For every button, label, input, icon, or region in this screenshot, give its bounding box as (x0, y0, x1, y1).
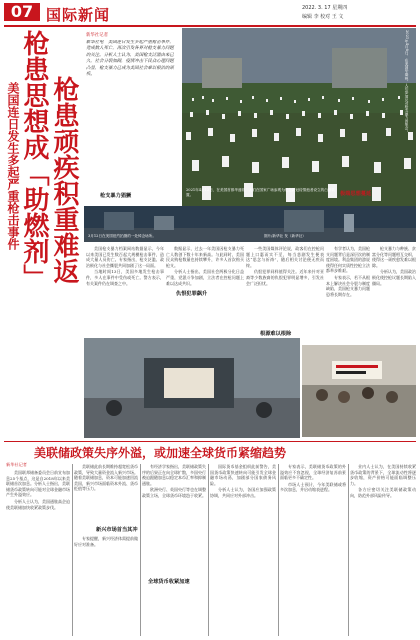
top-col3-p2: 仇恨犯罪同样值得关注。近年来针对亚裔等少数族裔的仇恨犯罪明显增多，引发社会广泛担忧。 (246, 269, 324, 286)
protest-illustration (302, 345, 416, 437)
col-sep-5 (348, 464, 349, 636)
inset-photo (302, 345, 416, 437)
top-column-1 (86, 246, 164, 336)
top-subhead-3: 根源难以根除 (260, 331, 292, 337)
bottom-col2-p2: 专家提醒，新兴经济体需提前做好应对准备。 (74, 536, 138, 547)
top-subhead-2: 仇恨犯罪飙升 (176, 291, 208, 297)
bottom-headline: 美联储政策失序外溢，或加速全球货币紧缩趋势 (34, 446, 287, 460)
top-column-3 (246, 246, 324, 336)
top-column-4 (326, 246, 370, 336)
photo-caption-left: 3月12日在美国纽约拍摄的一处悼念场所。 (88, 234, 156, 238)
bottom-col1-p2: 分析人士认为，美国通胀高企迫使美联储加快收紧政策步伐。 (6, 498, 70, 510)
section-title: 国际新闻 (46, 6, 111, 24)
bottom-column-3 (142, 464, 206, 574)
top-subhead-1: 枪支暴力猖獗 (100, 193, 132, 199)
bottom-column-2b (74, 536, 138, 636)
main-photo (182, 28, 416, 206)
page-number: 07 (4, 3, 40, 21)
col-sep-3 (208, 464, 209, 636)
top-headline: 枪患顽疾积重难返 (49, 76, 79, 284)
top-col5-p2: 分析认为，美国政治极化使控枪议题长期陷入僵局。 (372, 269, 416, 286)
bottom-rule (4, 441, 416, 442)
header-rule (4, 25, 416, 27)
col-sep-1 (72, 464, 73, 636)
photo-bottom-band (84, 206, 416, 242)
bottom-col6-p1: 业内人士认为，在美国持续收紧货币政策的背景下，全球流动性将逐步收缩，资产价格可能面临调整压力。 (350, 464, 416, 486)
bottom-subhead-1: 新兴市场首当其冲 (96, 527, 138, 533)
photo-caption-right: 图片/新华社 发（新华社） (264, 234, 306, 238)
top-col1-p1: 美国枪支暴力档案网站数据显示，今年以来美国已发生数百起大规模枪击事件，造成大量人员伤亡。专家指出，枪支泛滥、政治极化与社会撕裂共同加剧了这一局面。 (86, 246, 164, 268)
bottom-col4-p1: 国际货币基金组织此前警告，美国货币政策快速转向可能引发全球金融市场动荡，加剧部分国家债务风险。 (210, 464, 276, 486)
top-col4-p2: 专家表示，若不从根本上解决社会分裂与制度缺陷，美国枪支暴力问题恐将长期存在。 (326, 274, 370, 297)
bottom-column-6 (350, 464, 416, 636)
col-sep-4 (278, 464, 279, 636)
top-column-5 (372, 246, 416, 336)
top-subtitle: 美国连日发生多起严重枪击事件 (6, 82, 20, 250)
photo-caption-main: 2021年4月12日，在美国首都华盛顿，人们在国家广场参观为纪念新冠疫情逝者设立的白旗装置。 (186, 188, 335, 197)
bottom-col5-p2: 市场人士预计，今年美联储或将多次加息，并启动缩表进程。 (280, 481, 346, 493)
bottom-byline: 新华社记者 (6, 462, 27, 467)
bottom-col1-p1: 美国联邦储备委员会日前宣布加息25个基点，这是自2018年以来美联储首次加息。分析人士指出，美联储货币政策转向可能对全球金融市场产生外溢效应。 (6, 470, 70, 498)
inset-caption: 2021年4月8日，在美国华盛顿，人们参加反对枪支暴力的集会。 (405, 30, 409, 134)
top-col4-p1: 有学者认为，美国枪支问题背后是深层次的制度困境。利益集团的游说使得任何实质性控枪立法都举步维艰。 (326, 246, 370, 274)
bottom-column-5 (280, 464, 346, 636)
bottom-col3-p1: 有经济学家指出，美联储政策失序的后果正在向全球扩散，多国央行被迫跟随加息以稳定本币汇率和抑制通胀。 (142, 464, 206, 486)
top-byline: 新华社记者 (86, 33, 108, 38)
top-col2-p1: 数据显示，过去一年美国因枪支暴力死亡人数创下数十年来新高。与此同时，美国民众购枪数量也持续攀升，许多人首次购买枪支。 (166, 246, 244, 268)
header-date: 2022. 3. 17 星期四 (302, 5, 348, 11)
bottom-col2-p1: 美联储此前长期维持超宽松货币政策，导致大量资金流入新兴市场。随着美联储加息，资本可能加速回流美国，新兴市场面临资本外流、货币贬值等压力。 (74, 464, 138, 492)
col-sep-2 (140, 464, 141, 636)
top-col5-p1: 枪支暴力与种族、贫富分化等问题相互交织，使得这一顽疾愈发难以根除。 (372, 246, 416, 268)
flag-field-illustration (182, 28, 416, 206)
header-editor: 编辑 李 校对 王 文 (302, 14, 344, 20)
bottom-column-1 (6, 470, 70, 636)
bottom-col6-p2: 各方应密切关注美联储政策动向，防范外部风险传导。 (350, 487, 416, 498)
top-headline-quote: 枪患思想成「助燃剂」 (19, 30, 49, 290)
memorial-illustration (84, 338, 300, 438)
bottom-col4-p2: 分析人士认为，各国应加强政策协调，共同应对外部冲击。 (210, 487, 276, 498)
photo-second (84, 338, 300, 438)
top-col1-p2: 当地时间13日，美国多地发生枪击事件，多人在事件中受伤或死亡。警方表示，有关案件仍在调查之中。 (86, 269, 164, 286)
page-header (0, 0, 420, 24)
top-side-subhead: 极端思想蔓延 (340, 191, 372, 197)
top-intro: 新华社电 美国连日发生多起严重枪击事件，造成数人死亡，再次引发各界对枪支暴力问题的关注。分析人士认为，美国枪支泛滥由来已久，社会分裂加剧，疫情冲击下民众心理问题凸显，枪支暴力已成为美国社会难以根治的顽疾。 (86, 40, 174, 78)
bottom-col5-p1: 专家表示，美联储货币政策的外溢效应不容忽视，全球经济复苏前景面临更多不确定性。 (280, 464, 346, 481)
bottom-column-2 (74, 464, 138, 524)
bottom-col3-p2: 欧洲央行、英国央行等也在调整政策立场，全球货币环境趋于收紧。 (142, 487, 206, 498)
bottom-subhead-2: 全球货币收紧加速 (148, 579, 190, 585)
top-col2-p2: 分析人士指出，美国社会两极分化日益严重，党派斗争加剧，立法者在控枪问题上难以达成共识。 (166, 269, 244, 286)
top-col3-p1: 一些美国媒体评论说，政客们在控枪问题上口惠而实不至，每当悲剧发生便表达“思念与祈祷”，随后相关讨论便无疾而终。 (246, 246, 324, 268)
bottom-column-4 (210, 464, 276, 636)
